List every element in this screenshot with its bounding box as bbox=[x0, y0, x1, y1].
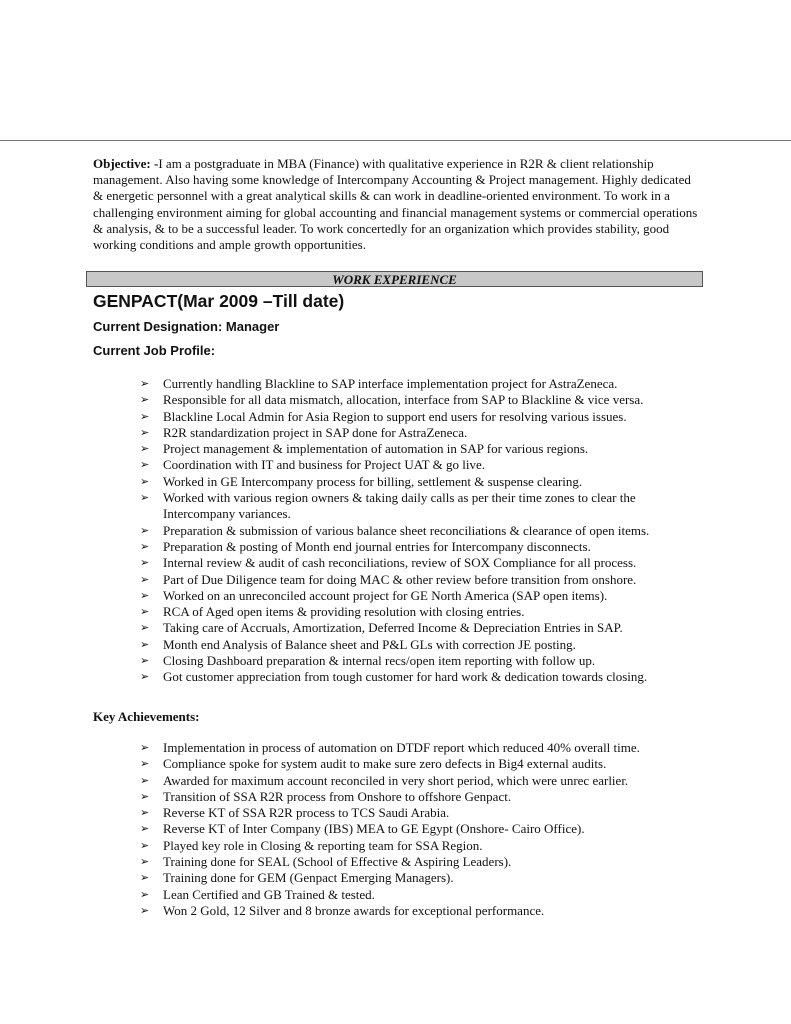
list-item bbox=[140, 669, 710, 685]
list-item-text: Got customer appreciation from tough customer for hard work & dedication towards closing. bbox=[163, 669, 648, 685]
list-item-text: Project management & implementation of automation in SAP for various regions. bbox=[163, 441, 589, 457]
arrow-bullet-icon: ➢ bbox=[140, 409, 150, 423]
work-experience-heading: WORK EXPERIENCE bbox=[86, 271, 703, 287]
list-item bbox=[140, 425, 710, 441]
arrow-bullet-icon: ➢ bbox=[140, 741, 150, 754]
list-item-text: Won 2 Gold, 12 Silver and 8 bronze awards for exceptional performance. bbox=[163, 902, 545, 918]
arrow-bullet-icon: ➢ bbox=[140, 377, 150, 390]
list-item bbox=[140, 653, 710, 669]
list-item-text: Awarded for maximum account reconciled in very short period, which were unrec earlier. bbox=[163, 772, 629, 788]
list-item bbox=[140, 539, 710, 555]
arrow-bullet-icon: ➢ bbox=[140, 393, 150, 407]
arrow-bullet-icon: ➢ bbox=[140, 637, 150, 651]
list-item-text: Reverse KT of SSA R2R process to TCS Saudi Arabia. bbox=[163, 805, 450, 821]
list-item-text: Compliance spoke for system audit to make sure zero defects in Big4 external audits. bbox=[163, 756, 607, 772]
arrow-bullet-icon: ➢ bbox=[140, 491, 150, 505]
arrow-bullet-icon: ➢ bbox=[140, 556, 150, 570]
list-item bbox=[140, 376, 710, 392]
arrow-bullet-icon: ➢ bbox=[140, 903, 150, 917]
list-item bbox=[140, 588, 710, 604]
list-item-text: Preparation & posting of Month end journal entries for Intercompany disconnects. bbox=[163, 538, 591, 554]
list-item-text: Training done for SEAL (School of Effective & Aspiring Leaders). bbox=[163, 854, 512, 870]
arrow-bullet-icon: ➢ bbox=[140, 588, 150, 602]
arrow-bullet-icon: ➢ bbox=[140, 605, 150, 619]
list-item bbox=[140, 789, 710, 805]
arrow-bullet-icon: ➢ bbox=[140, 539, 150, 553]
list-item bbox=[140, 805, 710, 821]
arrow-bullet-icon: ➢ bbox=[140, 757, 150, 771]
list-item bbox=[140, 620, 710, 636]
job-profile-heading: Current Job Profile: bbox=[93, 343, 216, 358]
arrow-bullet-icon: ➢ bbox=[140, 621, 150, 635]
list-item-text: Worked on an unreconciled account project for GE North America (SAP open items). bbox=[163, 587, 608, 603]
arrow-bullet-icon: ➢ bbox=[140, 474, 150, 488]
list-item bbox=[140, 854, 710, 870]
arrow-bullet-icon: ➢ bbox=[140, 855, 150, 869]
arrow-bullet-icon: ➢ bbox=[140, 773, 150, 787]
list-item-text: Currently handling Blackline to SAP interface implementation project for AstraZeneca. bbox=[163, 376, 618, 391]
list-item bbox=[140, 870, 710, 886]
arrow-bullet-icon: ➢ bbox=[140, 523, 150, 537]
arrow-bullet-icon: ➢ bbox=[140, 838, 150, 852]
list-item bbox=[140, 604, 710, 620]
arrow-bullet-icon: ➢ bbox=[140, 442, 150, 456]
list-item bbox=[140, 409, 710, 425]
company-title: GENPACT(Mar 2009 –Till date) bbox=[93, 291, 345, 311]
list-item-text: RCA of Aged open items & providing resolution with closing entries. bbox=[163, 604, 525, 620]
list-item-text: Taking care of Accruals, Amortization, Deferred Income & Depreciation Entries in SAP. bbox=[163, 620, 623, 636]
job-profile-list bbox=[140, 376, 710, 686]
arrow-bullet-icon: ➢ bbox=[140, 572, 150, 586]
list-item bbox=[140, 555, 710, 571]
list-item-text: Preparation & submission of various balance sheet reconciliations & clearance of open items. bbox=[163, 522, 650, 538]
current-designation: Current Designation: Manager bbox=[93, 319, 280, 334]
list-item-text: Transition of SSA R2R process from Onshore to offshore Genpact. bbox=[163, 788, 512, 804]
objective-label: Objective: - bbox=[93, 156, 159, 171]
list-item-text: Responsible for all data mismatch, allocation, interface from SAP to Blackline & vice versa. bbox=[163, 392, 644, 408]
list-item bbox=[140, 756, 710, 772]
arrow-bullet-icon: ➢ bbox=[140, 806, 150, 820]
list-item-text: Implementation in process of automation on DTDF report which reduced 40% overall time. bbox=[163, 740, 640, 755]
list-item-text: Reverse KT of Inter Company (IBS) MEA to GE Egypt (Onshore- Cairo Office). bbox=[163, 821, 585, 837]
arrow-bullet-icon: ➢ bbox=[140, 670, 150, 684]
header-divider bbox=[0, 140, 791, 141]
list-item-text: Month end Analysis of Balance sheet and P&L GLs with correction JE posting. bbox=[163, 636, 576, 652]
list-item-text: Blackline Local Admin for Asia Region to support end users for resolving various issues. bbox=[163, 408, 627, 424]
list-item-text: Worked with various region owners & taking daily calls as per their time zones to clear the Intercompany variances. bbox=[163, 490, 636, 522]
list-item bbox=[140, 887, 710, 903]
arrow-bullet-icon: ➢ bbox=[140, 871, 150, 885]
arrow-bullet-icon: ➢ bbox=[140, 458, 150, 472]
list-item-text: Training done for GEM (Genpact Emerging Managers). bbox=[163, 870, 454, 886]
list-item bbox=[140, 572, 710, 588]
arrow-bullet-icon: ➢ bbox=[140, 425, 150, 439]
key-achievements-list bbox=[140, 740, 710, 919]
list-item-text: R2R standardization project in SAP done for AstraZeneca. bbox=[163, 424, 468, 440]
list-item bbox=[140, 523, 710, 539]
arrow-bullet-icon: ➢ bbox=[140, 654, 150, 668]
list-item bbox=[140, 773, 710, 789]
arrow-bullet-icon: ➢ bbox=[140, 822, 150, 836]
list-item-text: Coordination with IT and business for Project UAT & go live. bbox=[163, 457, 485, 473]
list-item-text: Closing Dashboard preparation & internal recs/open item reporting with follow up. bbox=[163, 653, 596, 669]
list-item-text: Part of Due Diligence team for doing MAC & other review before transition from onshore. bbox=[163, 571, 637, 587]
list-item-text: Internal review & audit of cash reconciliations, review of SOX Compliance for all process. bbox=[163, 555, 637, 571]
list-item bbox=[140, 441, 710, 457]
list-item bbox=[140, 838, 710, 854]
list-item bbox=[140, 821, 710, 837]
objective-paragraph bbox=[93, 156, 703, 253]
list-item-text: Lean Certified and GB Trained & tested. bbox=[163, 886, 375, 902]
list-item bbox=[140, 474, 710, 490]
list-item bbox=[140, 392, 710, 408]
list-item bbox=[140, 740, 710, 756]
list-item bbox=[140, 457, 710, 473]
arrow-bullet-icon: ➢ bbox=[140, 887, 150, 901]
list-item bbox=[140, 637, 710, 653]
list-item bbox=[140, 490, 710, 523]
arrow-bullet-icon: ➢ bbox=[140, 789, 150, 803]
key-achievements-heading: Key Achievements: bbox=[93, 709, 200, 724]
objective-text: I am a postgraduate in MBA (Finance) with qualitative experience in R2R & client relationship management. Also having some knowledge of Intercompany Accounting & Project management. Highly dedicated & energetic personnel with a great analytical skills & can work in deadline-oriented environment. To work in a challenging environment aiming for global accounting and financial management systems or commercial operations & analysis, & to be a successful leader. To work concertedly for an organization which provides stability, good working conditions and ample growth opportunities. bbox=[93, 156, 698, 253]
list-item-text: Played key role in Closing & reporting team for SSA Region. bbox=[163, 837, 483, 853]
list-item-text: Worked in GE Intercompany process for billing, settlement & suspense clearing. bbox=[163, 473, 583, 489]
list-item bbox=[140, 903, 710, 919]
